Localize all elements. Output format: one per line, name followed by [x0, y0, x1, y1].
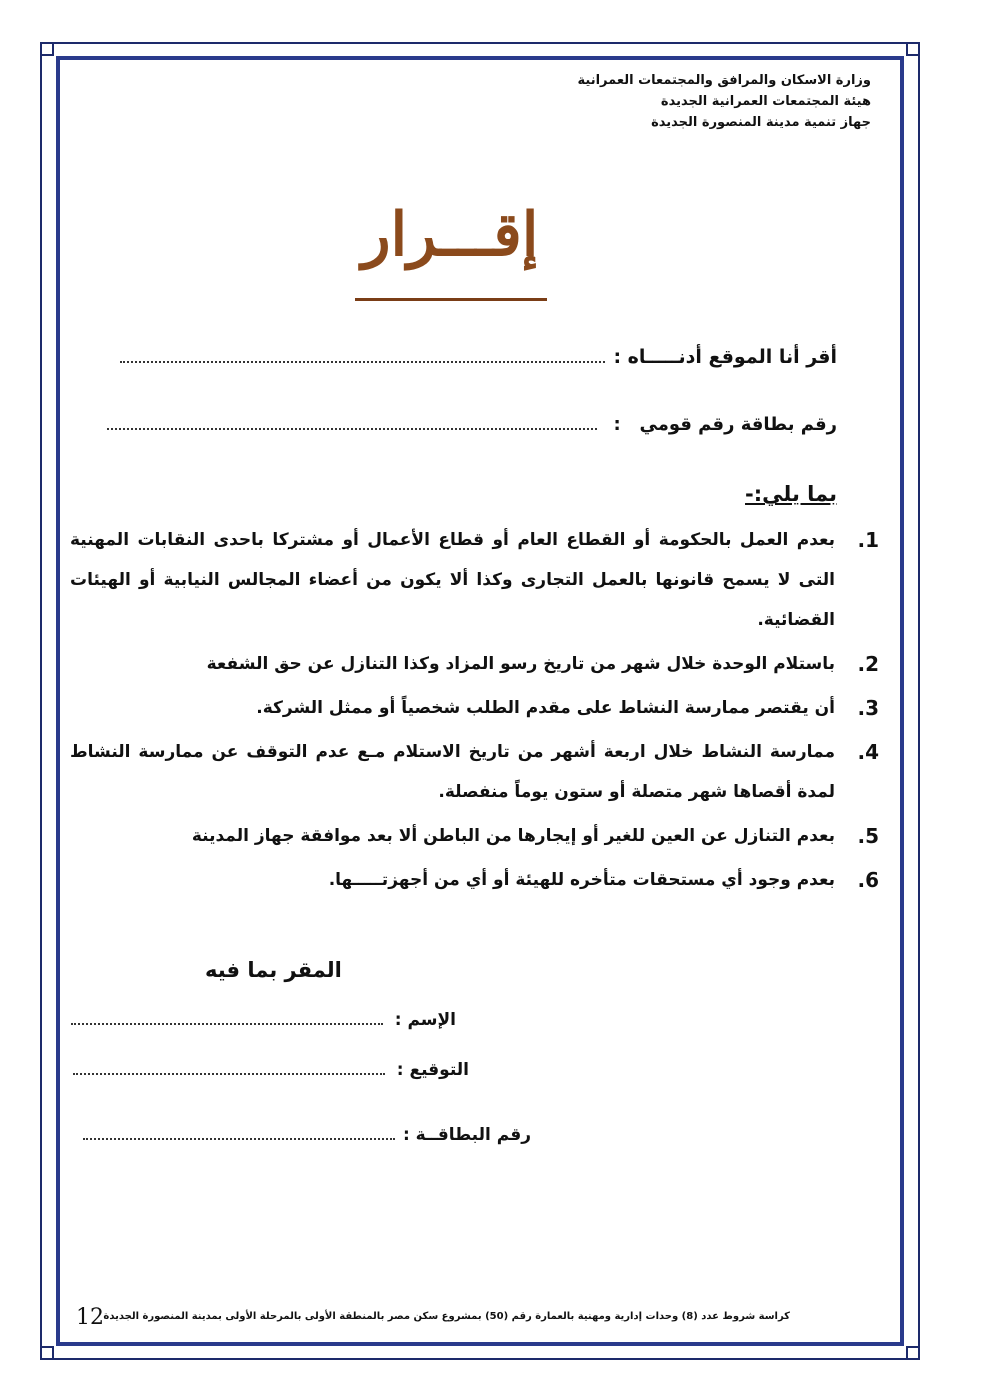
corner-ornament — [906, 1346, 920, 1360]
section-heading: بما يلي:- — [745, 482, 837, 506]
list-item-text: بعدم التنازل عن العين للغير أو إيجارها من الباطن ألا بعد موافقة جهاز المدينة — [191, 826, 835, 846]
declarant-id-label: رقم بطاقة رقم قومي : — [613, 414, 837, 435]
list-item-number: 4. — [857, 740, 879, 764]
declarant-name-field — [120, 346, 837, 368]
footer-caption: كراسة شروط عدد (8) وحدات إدارية ومهنية بالعمارة رقم (50) بمشروع سكن مصر بالمنطقة الأولى بالمرحلة الأولى بمدينة المنصورة الجديدة — [103, 1311, 790, 1322]
signer-name-field — [71, 1010, 456, 1030]
org-city-agency: جهاز تنمية مدينة المنصورة الجديدة — [651, 115, 871, 130]
corner-ornament — [906, 42, 920, 56]
list-item-number: 6. — [857, 868, 879, 892]
document-title: إقـــرار — [361, 200, 539, 270]
list-item-number: 2. — [857, 652, 879, 676]
list-item — [70, 732, 879, 812]
list-item-number: 3. — [857, 696, 879, 720]
signature-title: المقر بما فيه — [205, 958, 342, 982]
signer-signature-blank[interactable] — [73, 1072, 385, 1075]
list-item-text: بعدم وجود أي مستحقات متأخره للهيئة أو أي من أجهزتـــــها. — [328, 870, 835, 890]
list-item-text: بعدم العمل بالحكومة أو القطاع العام أو قطاع الأعمال أو مشتركا باحدى النقابات المهنية التى لا يسمح قانونها بالعمل التجارى وكذا ألا يكون من أعضاء المجالس النيابية أو الهيئات القضائية. — [70, 530, 835, 630]
declarant-id-blank[interactable] — [107, 427, 597, 430]
list-item-text: أن يقتصر ممارسة النشاط على مقدم الطلب شخصياً أو ممثل الشركة. — [256, 698, 835, 718]
list-item-text: ممارسة النشاط خلال اربعة أشهر من تاريخ الاستلام مـع عدم التوقف عن ممارسة النشاط لمدة أقصاها شهر متصلة أو ستون يوماً منفصلة. — [70, 742, 835, 802]
list-item-number: 5. — [857, 824, 879, 848]
org-authority: هيئة المجتمعات العمرانية الجديدة — [660, 94, 871, 109]
org-header — [578, 70, 871, 133]
list-item — [70, 816, 879, 856]
declaration-list — [70, 520, 879, 904]
list-item — [70, 520, 879, 640]
signer-card-blank[interactable] — [83, 1137, 395, 1140]
list-item — [70, 644, 879, 684]
title-underline — [355, 298, 547, 301]
signer-signature-label: التوقيع : — [396, 1060, 469, 1080]
declarant-name-label: أقر أنا الموقع أدنـــــاه : — [613, 346, 837, 368]
list-item-number: 1. — [857, 528, 879, 552]
corner-ornament — [40, 1346, 54, 1360]
declarant-id-field — [107, 414, 837, 435]
org-ministry: وزارة الاسكان والمرافق والمجتمعات العمرانية — [577, 73, 871, 88]
list-item-text: باستلام الوحدة خلال شهر من تاريخ رسو المزاد وكذا التنازل عن حق الشفعة — [206, 654, 835, 674]
list-item — [70, 688, 879, 728]
signer-card-label: رقم البطاقــة : — [402, 1125, 531, 1145]
page-number: 12 — [76, 1305, 104, 1330]
list-item — [70, 860, 879, 900]
corner-ornament — [40, 42, 54, 56]
signer-name-blank[interactable] — [71, 1022, 383, 1025]
declarant-name-blank[interactable] — [120, 360, 605, 363]
signer-signature-field — [73, 1060, 469, 1080]
signer-card-field — [83, 1125, 531, 1145]
signer-name-label: الإسم : — [394, 1010, 456, 1030]
